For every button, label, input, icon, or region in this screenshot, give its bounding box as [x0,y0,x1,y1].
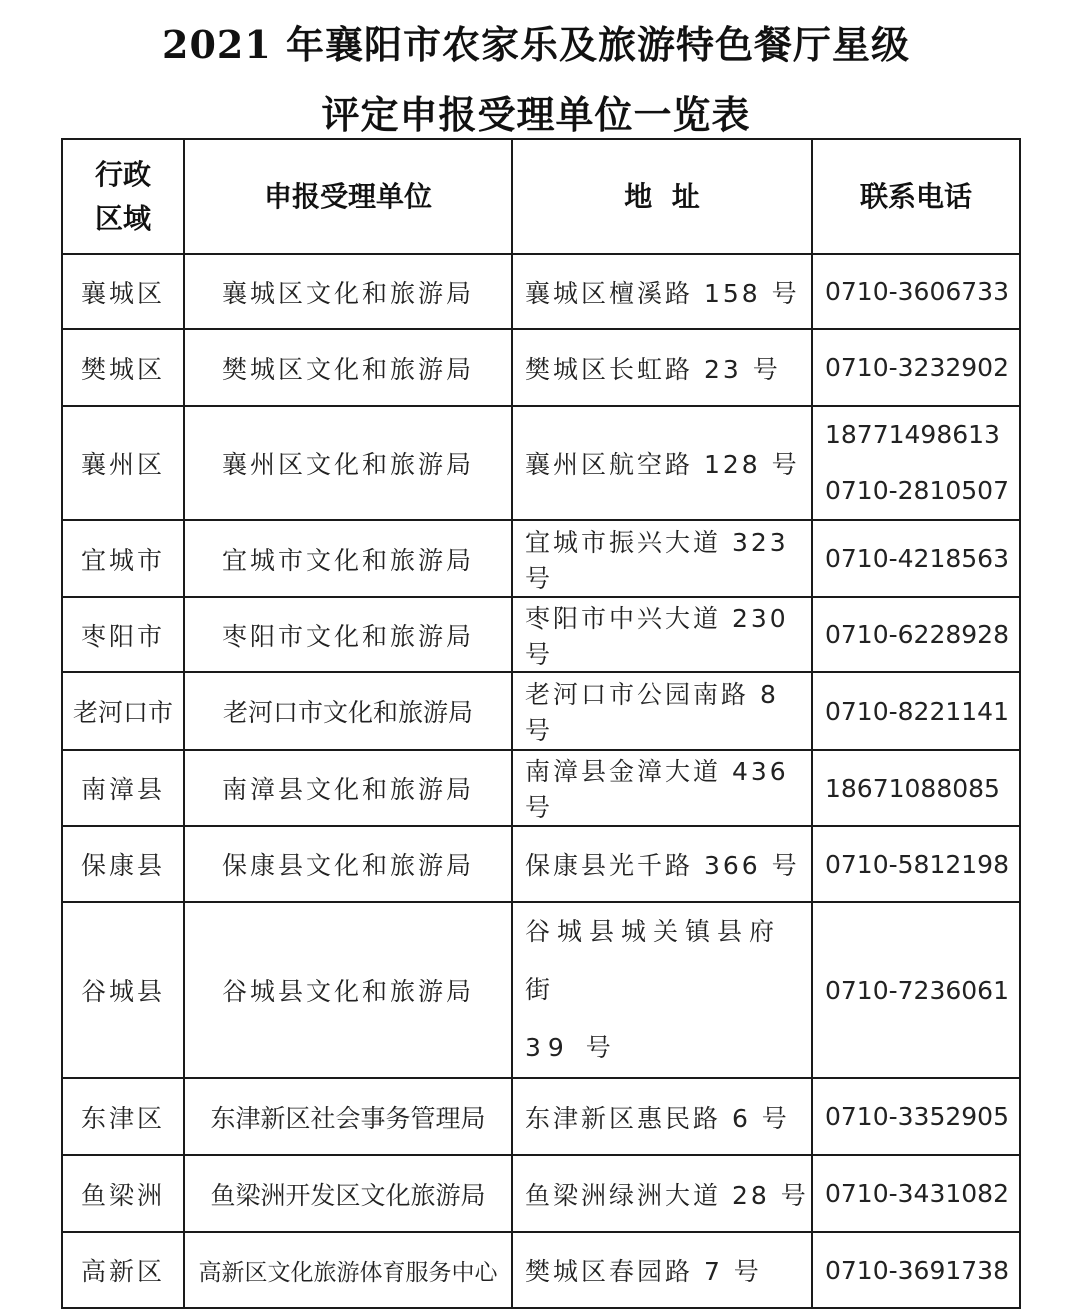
table-row [62,254,1020,329]
cell-region: 南漳县 [62,750,184,826]
cell-address: 宜城市振兴大道 323 号 [512,520,812,597]
cell-region: 谷城县 [62,902,184,1078]
cell-unit: 保康县文化和旅游局 [184,826,512,902]
cell-phone: 18671088085 [812,750,1020,826]
cell-region: 老河口市 [62,672,184,750]
page-title-line-1: 2021 年襄阳市农家乐及旅游特色餐厅星级 [162,22,910,67]
cell-region: 高新区 [62,1232,184,1308]
cell-address: 襄城区檀溪路 158 号 [512,254,812,329]
table-row [62,597,1020,672]
cell-address: 襄州区航空路 128 号 [512,406,812,520]
page-title-line-2: 评定申报受理单位一览表 [321,92,751,137]
cell-region: 东津区 [62,1078,184,1155]
cell-unit: 襄城区文化和旅游局 [184,254,512,329]
header-region-line-2: 区域 [94,201,151,235]
table-row [62,672,1020,750]
cell-unit: 枣阳市文化和旅游局 [184,597,512,672]
cell-region: 樊城区 [62,329,184,406]
cell-region: 宜城市 [62,520,184,597]
table-header-row [62,139,1020,254]
units-table [61,138,1021,1309]
cell-address: 老河口市公园南路 8 号 [512,672,812,750]
table-row [62,1155,1020,1232]
cell-unit: 谷城县文化和旅游局 [184,902,512,1078]
header-region [62,139,184,254]
cell-unit: 南漳县文化和旅游局 [184,750,512,826]
cell-phone: 0710-3691738 [812,1232,1020,1308]
table-row [62,902,1020,1078]
cell-address: 鱼梁洲绿洲大道 28 号 [512,1155,812,1232]
header-unit: 申报受理单位 [184,139,512,254]
cell-region: 保康县 [62,826,184,902]
cell-unit: 鱼梁洲开发区文化旅游局 [184,1155,512,1232]
cell-phone: 0710-4218563 [812,520,1020,597]
phone-line: 18771498613 [825,420,1000,449]
phone-line: 0710-2810507 [825,476,1009,505]
address-line: 谷城县城关镇县府街 [525,917,782,1004]
cell-address: 枣阳市中兴大道 230 号 [512,597,812,672]
table-row [62,1078,1020,1155]
header-region-line-1: 行政 [94,157,151,191]
cell-phone [812,406,1020,520]
cell-phone: 0710-7236061 [812,902,1020,1078]
cell-address: 樊城区长虹路 23 号 [512,329,812,406]
header-address: 地 址 [512,139,812,254]
cell-phone: 0710-3606733 [812,254,1020,329]
cell-address: 东津新区惠民路 6 号 [512,1078,812,1155]
cell-address: 南漳县金漳大道 436 号 [512,750,812,826]
header-phone: 联系电话 [812,139,1020,254]
cell-phone: 0710-8221141 [812,672,1020,750]
table-row [62,406,1020,520]
table-row [62,329,1020,406]
cell-phone: 0710-3232902 [812,329,1020,406]
cell-region: 枣阳市 [62,597,184,672]
address-line: 39 号 [525,1033,618,1062]
cell-phone: 0710-5812198 [812,826,1020,902]
cell-address [512,902,812,1078]
cell-phone: 0710-6228928 [812,597,1020,672]
cell-address: 保康县光千路 366 号 [512,826,812,902]
cell-address: 樊城区春园路 7 号 [512,1232,812,1308]
cell-unit: 老河口市文化和旅游局 [184,672,512,750]
cell-unit: 宜城市文化和旅游局 [184,520,512,597]
cell-region: 鱼梁洲 [62,1155,184,1232]
cell-region: 襄州区 [62,406,184,520]
table-row [62,1232,1020,1308]
cell-unit: 襄州区文化和旅游局 [184,406,512,520]
cell-unit: 东津新区社会事务管理局 [184,1078,512,1155]
cell-unit: 高新区文化旅游体育服务中心 [184,1232,512,1308]
table-row [62,520,1020,597]
table-row [62,750,1020,826]
cell-phone: 0710-3431082 [812,1155,1020,1232]
cell-region: 襄城区 [62,254,184,329]
cell-unit: 樊城区文化和旅游局 [184,329,512,406]
cell-phone: 0710-3352905 [812,1078,1020,1155]
table-row [62,826,1020,902]
